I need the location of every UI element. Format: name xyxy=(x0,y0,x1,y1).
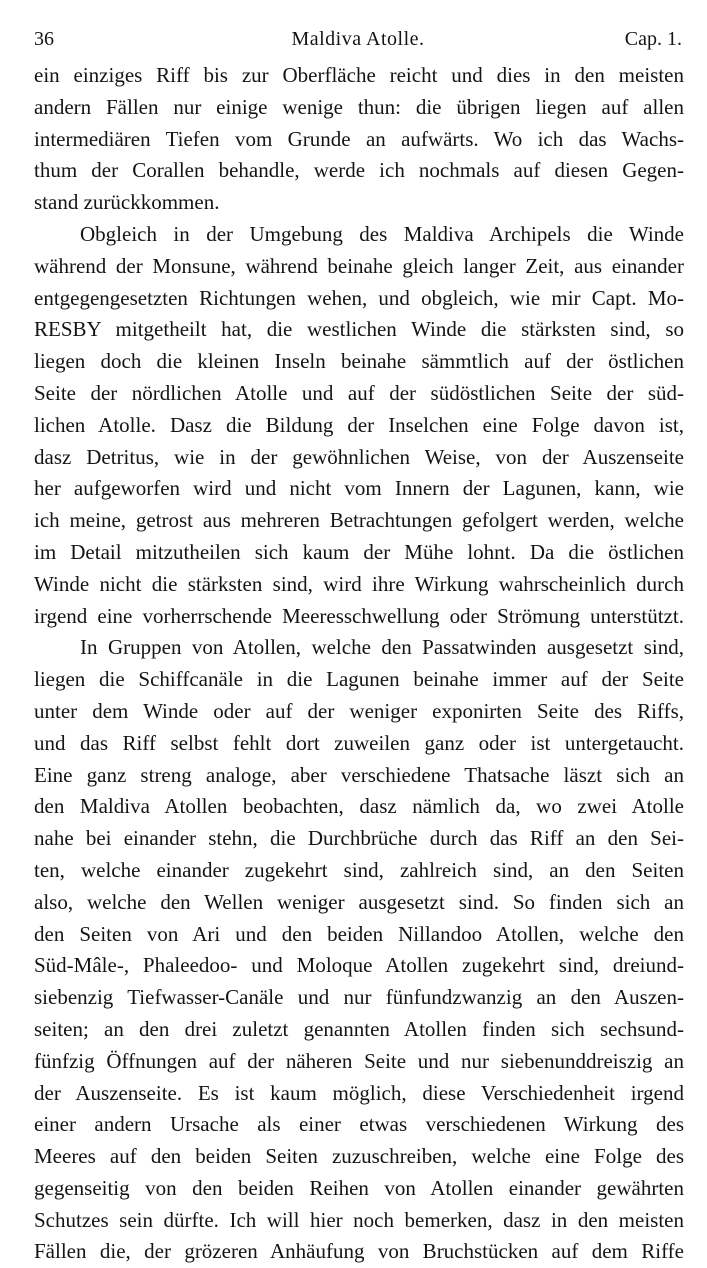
chapter-reference: Cap. 1. xyxy=(624,28,682,50)
text-line: stand zurückkommen. xyxy=(34,190,220,215)
text-line: her aufgeworfen wird und nicht vom Innern der Lagunen, kann, wie xyxy=(34,476,684,501)
text-line: während der Monsune, während beinahe gleich langer Zeit, aus einander xyxy=(34,253,684,278)
text-line: thum der Corallen behandle, werde ich nochmals auf diesen Gegen- xyxy=(34,158,684,183)
text-line: im Detail mitzutheilen sich kaum der Mühe lohnt. Da die östlichen xyxy=(34,539,684,564)
text-line: den Seiten von Ari und den beiden Nillandoo Atollen, welche den xyxy=(34,921,684,946)
text-line: intermediären Tiefen vom Grunde an aufwärts. Wo ich das Wachs- xyxy=(34,126,684,151)
text-line: Obgleich in der Umgebung des Maldiva Archipels die Winde xyxy=(80,221,684,246)
text-line: ten, welche einander zugekehrt sind, zahlreich sind, an den Seiten xyxy=(34,857,684,882)
text-line: entgegengesetzten Richtungen wehen, und obgleich, wie mir Capt. Mo- xyxy=(34,285,684,310)
text-line: nahe bei einander stehn, die Durchbrüche durch das Riff an den Sei- xyxy=(34,826,684,851)
body-text xyxy=(34,60,684,1268)
page-number: 36 xyxy=(34,28,54,50)
text-line: seiten; an den drei zuletzt genannten Atollen finden sich sechsund- xyxy=(34,1016,684,1041)
text-line: dasz Detritus, wie in der gewöhnlichen Weise, von der Auszenseite xyxy=(34,444,684,469)
text-line: Schutzes sein dürfte. Ich will hier noch bemerken, dasz in den meisten xyxy=(34,1207,684,1232)
text-line: der Auszenseite. Es ist kaum möglich, diese Verschiedenheit irgend xyxy=(34,1080,684,1105)
text-line: andern Fällen nur einige wenige thun: die übrigen liegen auf allen xyxy=(34,94,684,119)
text-line: In Gruppen von Atollen, welche den Passatwinden ausgesetzt sind, xyxy=(80,635,684,660)
text-line: Fällen die, der grözeren Anhäufung von Bruchstücken auf dem Riffe xyxy=(34,1239,684,1264)
text-line: Meeres auf den beiden Seiten zuzuschreiben, welche eine Folge des xyxy=(34,1144,684,1169)
text-line: siebenzig Tiefwasser-Canäle und nur fünfundzwanzig an den Auszen- xyxy=(34,985,684,1010)
text-line: ein einziges Riff bis zur Oberfläche reicht und dies in den meisten xyxy=(34,63,684,87)
text-line: Eine ganz streng analoge, aber verschiedene Thatsache läszt sich an xyxy=(34,762,684,787)
text-line: unter dem Winde oder auf der weniger exponirten Seite des Riffs, xyxy=(34,698,684,723)
text-line: irgend eine vorherrschende Meeresschwellung oder Strömung unterstützt. xyxy=(34,603,684,628)
text-line: Seite der nördlichen Atolle und auf der südöstlichen Seite der süd- xyxy=(34,380,684,405)
running-head xyxy=(34,28,682,54)
text-line: Winde nicht die stärksten sind, wird ihre Wirkung wahrscheinlich durch xyxy=(34,571,684,596)
text-line: RESBY mitgetheilt hat, die westlichen Winde die stärksten sind, so xyxy=(34,317,684,342)
text-line: gegenseitig von den beiden Reihen von Atollen einander gewährten xyxy=(34,1175,684,1200)
text-line: ich meine, getrost aus mehreren Betrachtungen gefolgert werden, welche xyxy=(34,508,684,533)
text-line: den Maldiva Atollen beobachten, dasz nämlich da, wo zwei Atolle xyxy=(34,794,684,819)
text-line: liegen die Schiffcanäle in die Lagunen beinahe immer auf der Seite xyxy=(34,667,684,692)
text-line: fünfzig Öffnungen auf der näheren Seite und nur siebenunddreiszig an xyxy=(34,1048,684,1073)
running-title: Maldiva Atolle. xyxy=(291,28,425,50)
text-line: lichen Atolle. Dasz die Bildung der Inselchen eine Folge davon ist, xyxy=(34,412,684,437)
text-line: also, welche den Wellen weniger ausgesetzt sind. So finden sich an xyxy=(34,889,684,914)
text-line: liegen doch die kleinen Inseln beinahe sämmtlich auf der östlichen xyxy=(34,349,684,374)
text-line: einer andern Ursache als einer etwas verschiedenen Wirkung des xyxy=(34,1112,684,1137)
text-line: Süd-Mâle-, Phaleedoo- und Moloque Atollen zugekehrt sind, dreiund- xyxy=(34,953,684,978)
text-line: und das Riff selbst fehlt dort zuweilen ganz oder ist untergetaucht. xyxy=(34,730,684,755)
